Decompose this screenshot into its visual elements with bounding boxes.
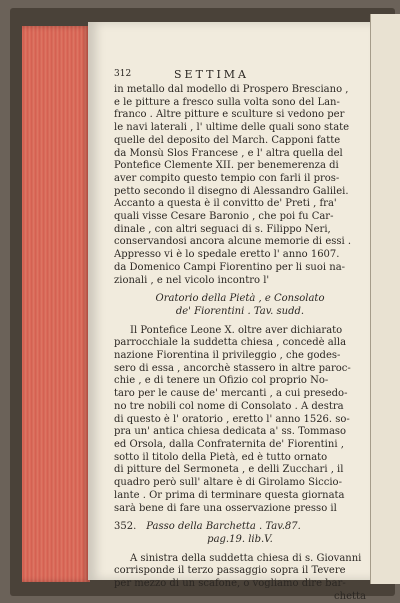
text-line: taro per le cause de' mercanti , a cui presedo- xyxy=(114,388,348,400)
text-line: zionali , e nel vicolo incontro l' xyxy=(114,274,270,286)
section2-number: 352. xyxy=(114,521,137,533)
section-heading-ref: de' Fiorentini . Tav. sudd. xyxy=(175,305,305,317)
text-line: Il Pontefice Leone X. oltre aver dichiarato xyxy=(130,324,343,336)
text-line: corrisponde il terzo passaggio sopra il Tevere xyxy=(114,565,346,577)
text-line: petto secondo il disegno di Alessandro Galilei. xyxy=(114,185,349,197)
text-line: conservandosi ancora alcune memorie di essi . xyxy=(114,236,352,248)
text-line: parrocchiale la suddetta chiesa , concedè alla xyxy=(114,337,347,349)
text-line: ed Orsola, dalla Confraternita de' Fiorentini , xyxy=(114,438,344,450)
page-text xyxy=(114,84,366,603)
text-line: Accanto a questa è il convitto de' Preti , fra' xyxy=(114,198,337,210)
text-line: pra un' antica chiesa dedicata a' ss. Tommaso xyxy=(114,426,347,438)
text-line: sarà bene di fare una osservazione presso il xyxy=(114,502,337,514)
facing-page-edge xyxy=(370,14,400,584)
text-line: sero di essa , ancorchè stassero in altre paroc- xyxy=(114,362,351,374)
section-heading: Oratorio della Pietà , e Consolato xyxy=(155,293,325,305)
text-line: di questo è l' oratorio , eretto l' anno 1526. so- xyxy=(114,413,350,425)
text-line: dinale , con altri seguaci di s. Filippo Neri, xyxy=(114,223,331,235)
text-line: nazione Fiorentina il privileggio , che godes- xyxy=(114,350,341,362)
section2-subtitle: pag.19. lib.V. xyxy=(207,533,273,545)
page-edges xyxy=(22,26,90,582)
page-header xyxy=(114,68,364,82)
text-line: le navi laterali , l' ultime delle quali sono state xyxy=(114,122,350,134)
text-line: chie , e di tenere un Ofizio col proprio No- xyxy=(114,375,329,387)
text-line: per mezzo di un scafone, o vogliamo dire bar- xyxy=(114,578,346,590)
catchword: chetta xyxy=(334,590,366,602)
section2-title: Passo della Barchetta . Tav.87. xyxy=(146,521,301,533)
text-line: e le pitture a fresco sulla volta sono del Lan- xyxy=(114,96,340,108)
text-line: A sinistra della suddetta chiesa di s. Giovanni xyxy=(130,552,362,564)
text-line: franco . Altre pitture e sculture si vedono per xyxy=(114,109,345,121)
text-line: di pitture del Sermoneta , e delli Zucchari , il xyxy=(114,464,344,476)
page-number: 312 xyxy=(114,69,132,79)
text-line: no tre nobili col nome di Consolato . A destra xyxy=(114,400,344,412)
text-line: in metallo dal modello di Prospero Bresciano , xyxy=(114,84,349,95)
text-line: sotto il titolo della Pietà, ed è tutto ornato xyxy=(114,451,328,463)
text-line: Pontefice Clemente XII. per benemerenza di xyxy=(114,160,339,172)
text-line: Appresso vi è lo spedale eretto l' anno 1607. xyxy=(114,249,340,261)
running-title: SETTIMA xyxy=(174,68,249,81)
text-line: da Monsù Slos Francese , e l' altra quella del xyxy=(114,147,343,159)
text-line: quali visse Cesare Baronio , che poi fu Car- xyxy=(114,211,334,223)
text-line: quelle del deposito del March. Capponi fatte xyxy=(114,134,341,146)
text-line: lante . Or prima di terminare questa giornata xyxy=(114,489,345,501)
text-line: da Domenico Campi Fiorentino per li suoi na- xyxy=(114,261,346,273)
text-line: aver compito questo tempio con farli il pros- xyxy=(114,172,340,184)
section2-heading xyxy=(114,521,366,534)
text-line: quadro però sull' altare è di Girolamo Siccio- xyxy=(114,477,342,489)
